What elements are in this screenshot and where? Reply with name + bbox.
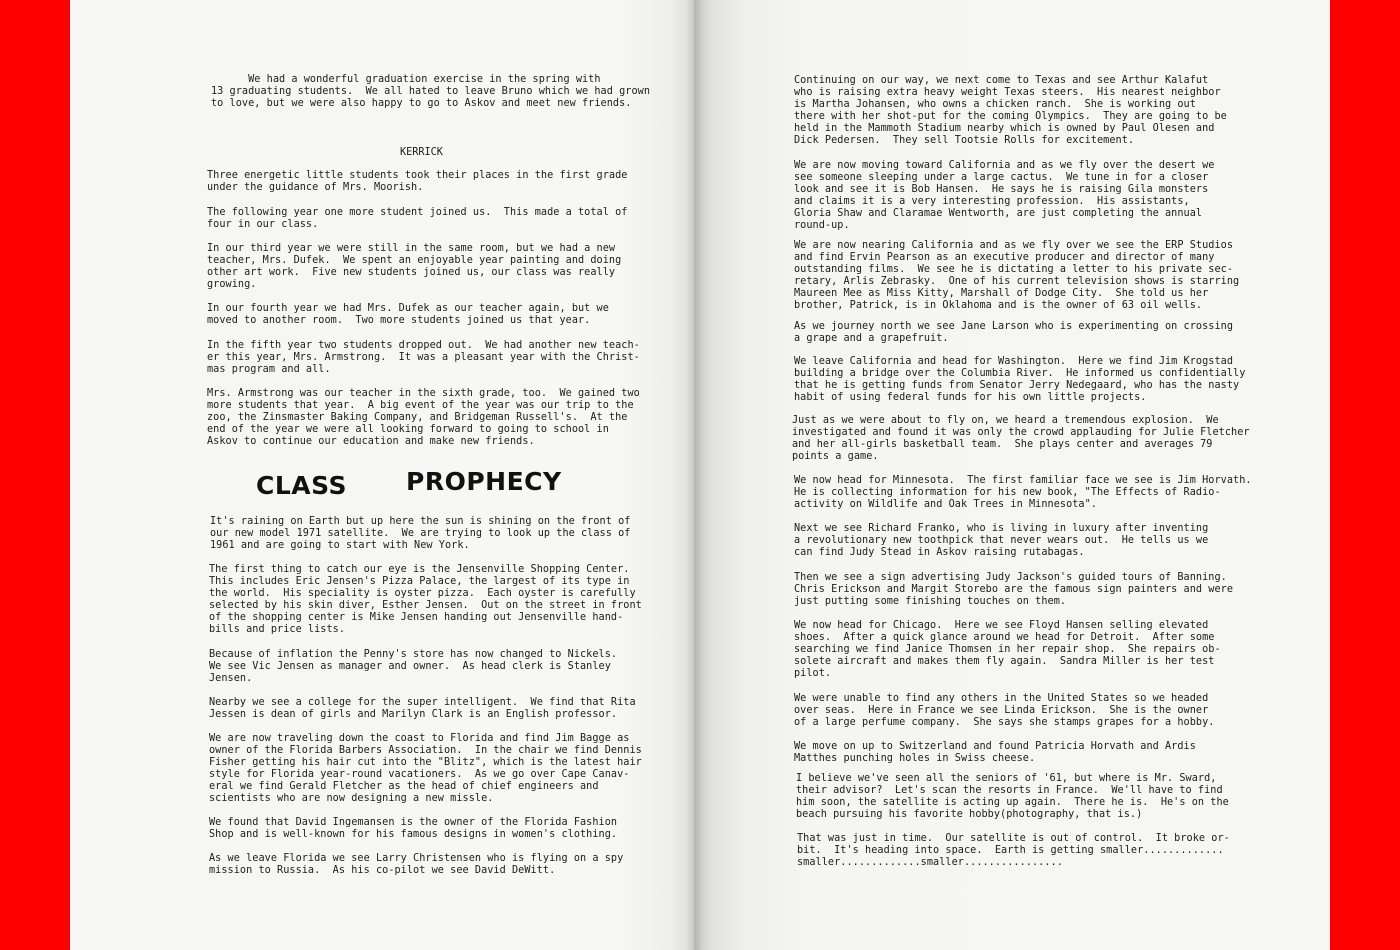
text-line: growing. <box>207 279 257 290</box>
prophecy-paragraph <box>794 240 1239 312</box>
text-line: We now head for Chicago. Here we see Floyd Hansen selling elevated <box>794 620 1209 631</box>
class-prophecy-title-word-1: CLASS <box>256 471 348 500</box>
text-line: Dick Pedersen. They sell Tootsie Rolls for excitement. <box>794 135 1135 146</box>
text-line: building a bridge over the Columbia River. He informed us confidentially <box>794 368 1246 379</box>
text-line: round-up. <box>794 220 850 231</box>
text-line: solete aircraft and makes them fly again. Sandra Miller is her test <box>794 656 1215 667</box>
text-line: to love, but we were also happy to go to Askov and meet new friends. <box>211 98 632 109</box>
text-line: In our fourth year we had Mrs. Dufek as our teacher again, but we <box>207 303 609 314</box>
text-line: We leave California and head for Washington. Here we find Jim Krogstad <box>794 356 1234 367</box>
text-line: end of the year we were all looking forward to going to school in <box>207 424 609 435</box>
prophecy-paragraph <box>794 321 1233 345</box>
text-line: As we leave Florida we see Larry Christensen who is flying on a spy <box>209 853 624 864</box>
text-line: Matthes punching holes in Swiss cheese. <box>794 753 1036 764</box>
text-line: brother, Patrick, is in Oklahoma and is the owner of 63 oil wells. <box>794 300 1203 311</box>
text-line: Shop and is well-known for his famous designs in women's clothing. <box>209 829 618 840</box>
text-line: see someone sleeping under a large cactus. We tune in for a closer <box>794 172 1209 183</box>
text-line: who is raising extra heavy weight Texas steers. His nearest neighbor <box>794 87 1221 98</box>
text-line: That was just in time. Our satellite is out of control. It broke or- <box>797 833 1230 844</box>
text-line: and claims it is a very interesting profession. His assistants, <box>794 196 1190 207</box>
text-line: smaller.............smaller................ <box>797 857 1063 868</box>
text-line: bit. It's heading into space. Earth is getting smaller............. <box>797 845 1224 856</box>
text-line: look and see it is Bob Hansen. He says he is raising Gila monsters <box>794 184 1209 195</box>
text-line: other art work. Five new students joined us, our class was really <box>207 267 616 278</box>
prophecy-paragraph <box>794 523 1208 559</box>
text-line: I believe we've seen all the seniors of '61, but where is Mr. Sward, <box>796 773 1217 784</box>
text-line: He is collecting information for his new book, "The Effects of Radio- <box>794 487 1221 498</box>
text-line: Continuing on our way, we next come to Texas and see Arthur Kalafut <box>794 75 1209 86</box>
text-line: bills and price lists. <box>209 624 346 635</box>
text-line: We are now nearing California and as we fly over we see the ERP Studios <box>794 240 1234 251</box>
text-line: beach pursuing his favorite hobby(photography, that is.) <box>796 809 1143 820</box>
text-line: Chris Erickson and Margit Storebo are the famous sign painters and were <box>794 584 1234 595</box>
text-line: Jessen is dean of girls and Marilyn Clark is an English professor. <box>209 709 618 720</box>
text-line: shoes. After a quick glance around we head for Detroit. After some <box>794 632 1215 643</box>
text-line: is Martha Johansen, who owns a chicken ranch. She is working out <box>794 99 1196 110</box>
text-line: Three energetic little students took their places in the first grade <box>207 170 628 181</box>
text-line: zoo, the Zinsmaster Baking Company, and Bridgeman Russell's. At the <box>207 412 628 423</box>
text-line: held in the Mammoth Stadium nearby which is owned by Paul Olesen and <box>794 123 1215 134</box>
text-line: Fisher getting his hair cut into the "Blitz", which is the latest hair <box>209 757 642 768</box>
kerrick-heading: KERRICK <box>400 147 443 158</box>
text-line: him soon, the satellite is acting up again. There he is. He's on the <box>796 797 1229 808</box>
text-line: outstanding films. We see he is dictating a letter to his private sec- <box>794 264 1234 275</box>
text-line: searching we find Janice Thomsen in her repair shop. She repairs ob- <box>794 644 1221 655</box>
kerrick-paragraph <box>207 303 609 327</box>
text-line: scientists who are now designing a new missle. <box>209 793 494 804</box>
prophecy-paragraph <box>794 160 1214 232</box>
kerrick-paragraph <box>207 207 627 231</box>
prophecy-paragraph <box>209 817 617 841</box>
text-line: style for Florida year-round vacationers. As we go over Cape Canav- <box>209 769 630 780</box>
text-line: In the fifth year two students dropped out. We had another new teach- <box>207 340 640 351</box>
text-line: under the guidance of Mrs. Moorish. <box>207 182 424 193</box>
prophecy-paragraph <box>797 833 1230 869</box>
text-line: points a game. <box>792 451 879 462</box>
text-line: We see Vic Jensen as manager and owner. As head clerk is Stanley <box>209 661 611 672</box>
text-line: of a large perfume company. She says she stamps grapes for a hobby. <box>794 717 1215 728</box>
text-line: selected by his skin diver, Esther Jensen. Out on the street in front <box>209 600 642 611</box>
text-line: We had a wonderful graduation exercise in the spring with <box>211 74 601 85</box>
text-line: We found that David Ingemansen is the owner of the Florida Fashion <box>209 817 618 828</box>
text-line: mas program and all. <box>207 364 331 375</box>
text-line: activity on Wildlife and Oak Trees in Minnesota". <box>794 499 1097 510</box>
prophecy-paragraph <box>794 620 1221 680</box>
kerrick-paragraph <box>207 243 621 291</box>
text-line: Gloria Shaw and Claramae Wentworth, are just completing the annual <box>794 208 1203 219</box>
text-line: teacher, Mrs. Dufek. We spent an enjoyable year painting and doing <box>207 255 622 266</box>
text-line: We were unable to find any others in the United States so we headed <box>794 693 1209 704</box>
text-line: can find Judy Stead in Askov raising rutabagas. <box>794 547 1085 558</box>
text-line: The following year one more student joined us. This made a total of <box>207 207 628 218</box>
text-line: and find Ervin Pearson as an executive producer and director of many <box>794 252 1215 263</box>
left-page <box>70 0 694 950</box>
text-line: moved to another room. Two more students joined us that year. <box>207 315 591 326</box>
intro-paragraph <box>211 74 650 110</box>
prophecy-paragraph <box>209 649 617 685</box>
text-line: Then we see a sign advertising Judy Jackson's guided tours of Banning. <box>794 572 1227 583</box>
prophecy-paragraph <box>794 356 1245 404</box>
book-gutter <box>686 0 704 950</box>
text-line: It's raining on Earth but up here the sun is shining on the front of <box>210 516 631 527</box>
text-line: habit of using federal funds for his own little projects. <box>794 392 1147 403</box>
text-line: We move on up to Switzerland and found Patricia Horvath and Ardis <box>794 741 1196 752</box>
text-line: In our third year we were still in the same room, but we had a new <box>207 243 616 254</box>
kerrick-paragraph <box>207 340 640 376</box>
text-line: our new model 1971 satellite. We are trying to look up the class of <box>210 528 631 539</box>
text-line: Next we see Richard Franko, who is living in luxury after inventing <box>794 523 1209 534</box>
kerrick-paragraph <box>207 388 640 448</box>
text-line: pilot. <box>794 668 832 679</box>
text-line: We are now traveling down the coast to Florida and find Jim Bagge as <box>209 733 630 744</box>
text-line: that he is getting funds from Senator Jerry Nedegaard, who has the nasty <box>794 380 1240 391</box>
text-line: retary, Arlis Zebrasky. One of his current television shows is starring <box>794 276 1240 287</box>
prophecy-paragraph <box>210 516 630 552</box>
text-line: a revolutionary new toothpick that never wears out. He tells us we <box>794 535 1209 546</box>
text-line: of the shopping center is Mike Jensen handing out Jensenville hand- <box>209 612 624 623</box>
prophecy-paragraph <box>794 475 1252 511</box>
text-line: more students that year. A big event of the year was our trip to the <box>207 400 634 411</box>
text-line: and her all-girls basketball team. She plays center and averages 79 <box>792 439 1213 450</box>
prophecy-paragraph <box>794 693 1214 729</box>
text-line: As we journey north we see Jane Larson who is experimenting on crossing <box>794 321 1234 332</box>
text-line: four in our class. <box>207 219 319 230</box>
text-line: Askov to continue our education and make new friends. <box>207 436 535 447</box>
prophecy-paragraph <box>792 415 1250 463</box>
prophecy-paragraph <box>794 572 1233 608</box>
class-prophecy-title-word-2: PROPHECY <box>406 467 562 496</box>
prophecy-paragraph <box>794 75 1227 147</box>
prophecy-paragraph <box>796 773 1229 821</box>
text-line: Nearby we see a college for the super intelligent. We find that Rita <box>209 697 636 708</box>
text-line: over seas. Here in France we see Linda Erickson. She is the owner <box>794 705 1209 716</box>
prophecy-paragraph <box>209 564 642 636</box>
text-line: investigated and found it was only the crowd applauding for Julie Fletcher <box>792 427 1250 438</box>
text-line: Because of inflation the Penny's store has now changed to Nickels. <box>209 649 618 660</box>
prophecy-paragraph <box>209 733 642 805</box>
text-line: Mrs. Armstrong was our teacher in the sixth grade, too. We gained two <box>207 388 640 399</box>
text-line: a grape and a grapefruit. <box>794 333 949 344</box>
text-line: 1961 and are going to start with New York. <box>210 540 470 551</box>
text-line: mission to Russia. As his co-pilot we see David DeWitt. <box>209 865 556 876</box>
text-line: Maureen Mee as Miss Kitty, Marshall of Dodge City. She told us her <box>794 288 1209 299</box>
text-line: Just as we were about to fly on, we heard a tremendous explosion. We <box>792 415 1219 426</box>
prophecy-paragraph <box>209 853 623 877</box>
text-line: their advisor? Let's scan the resorts in France. We'll have to find <box>796 785 1223 796</box>
prophecy-paragraph <box>794 741 1196 765</box>
text-line: the world. His speciality is oyster pizza. Each oyster is carefully <box>209 588 636 599</box>
text-line: er this year, Mrs. Armstrong. It was a pleasant year with the Christ- <box>207 352 640 363</box>
text-line: The first thing to catch our eye is the Jensenville Shopping Center. <box>209 564 630 575</box>
text-line: Jensen. <box>209 673 253 684</box>
text-line: We now head for Minnesota. The first familiar face we see is Jim Horvath. <box>794 475 1252 486</box>
text-line: there with her shot-put for the coming Olympics. They are going to be <box>794 111 1227 122</box>
prophecy-paragraph <box>209 697 636 721</box>
text-line: just putting some finishing touches on them. <box>794 596 1067 607</box>
text-line: We are now moving toward California and as we fly over the desert we <box>794 160 1215 171</box>
text-line: eral we find Gerald Fletcher as the head of chief engineers and <box>209 781 599 792</box>
text-line: This includes Eric Jensen's Pizza Palace, the largest of its type in <box>209 576 630 587</box>
text-line: 13 graduating students. We all hated to leave Bruno which we had grown <box>211 86 651 97</box>
text-line: owner of the Florida Barbers Association. In the chair we find Dennis <box>209 745 642 756</box>
kerrick-paragraph <box>207 170 627 194</box>
